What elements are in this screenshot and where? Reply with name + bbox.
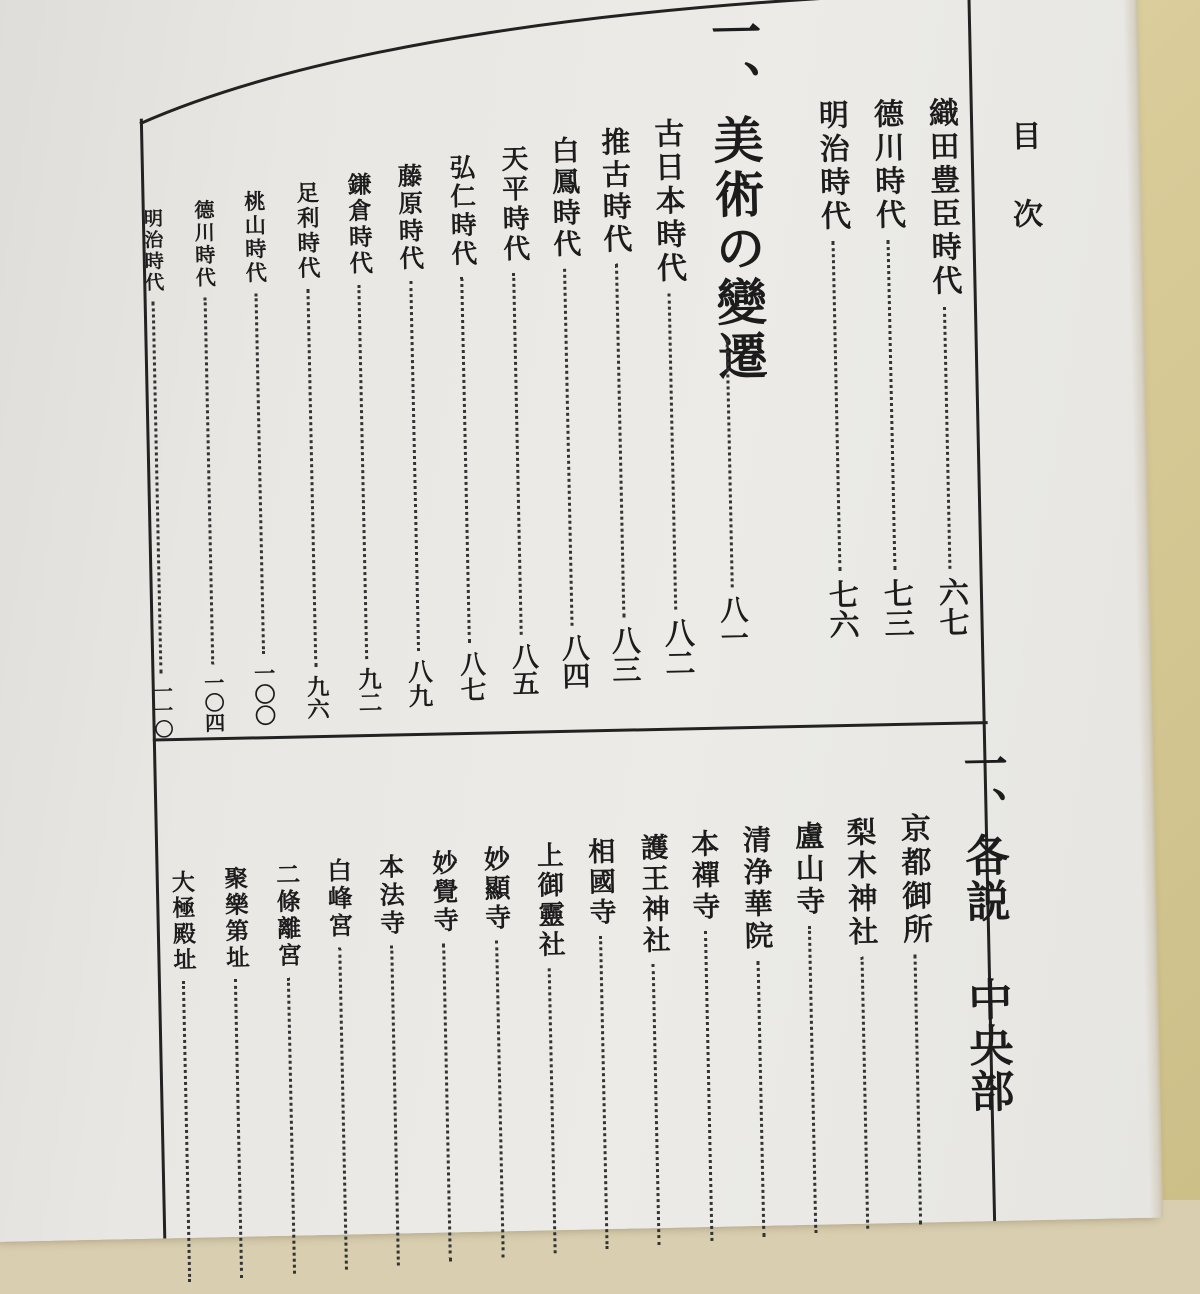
entry-title: 本法寺 (375, 853, 407, 938)
toc-entry (377, 853, 411, 1273)
dot-leader (338, 948, 348, 1270)
entry-title: 明治時代 (140, 208, 165, 294)
entry-title: 織田豊臣時代 (922, 96, 962, 299)
dot-leader (234, 979, 243, 1278)
toc-entry (790, 820, 831, 1242)
toc-entry (842, 816, 883, 1237)
entry-title: 藤原時代 (394, 162, 426, 274)
dot-leader (703, 931, 712, 1241)
entry-title: 相國寺 (582, 836, 616, 929)
entry-title: 天平時代 (496, 144, 530, 265)
dot-leader (615, 264, 625, 618)
entry-page-number: 九六 (302, 675, 330, 721)
toc-entry (241, 190, 278, 727)
entry-title: 大極殿址 (167, 869, 197, 974)
entry-title: 推古時代 (597, 126, 634, 257)
entry-title: 德川時代 (867, 97, 906, 233)
entry-page-number: 八三 (607, 625, 643, 684)
entry-page-number: 八四 (556, 633, 591, 691)
toc-entry (922, 96, 969, 638)
toc-entry (533, 841, 568, 1261)
toc-entry (812, 98, 859, 640)
entry-title: 清浄華院 (738, 824, 775, 953)
dot-leader (547, 968, 556, 1253)
toc-entry (429, 849, 463, 1269)
toc-entry (582, 836, 621, 1257)
entry-page-number: 八五 (506, 642, 539, 697)
dot-leader (306, 289, 317, 667)
page-heading: 目次 (1005, 119, 1044, 277)
dot-leader (942, 306, 950, 568)
section1-heading: 一、美術の變遷 (702, 5, 770, 385)
entry-page-number: 一〇四 (200, 671, 226, 733)
section1-heading-page: 八一 (715, 595, 751, 652)
toc-entry (190, 199, 226, 733)
dot-leader (563, 268, 573, 626)
entry-title: 本禪寺 (686, 828, 722, 924)
toc-entry (738, 824, 778, 1246)
dot-leader (182, 981, 191, 1282)
toc-entry (142, 208, 172, 738)
section-divider-rule (153, 721, 988, 741)
toc-entry (481, 845, 516, 1265)
toc-entry (496, 144, 539, 697)
entry-title: 妙覺寺 (427, 849, 460, 936)
entry-title: 護王神社 (635, 832, 670, 957)
entry-title: 白峰宮 (323, 857, 355, 941)
entry-title: 妙顯寺 (479, 845, 511, 934)
entry-title: 桃山時代 (241, 190, 269, 286)
dot-leader (886, 240, 896, 570)
toc-entry (686, 828, 726, 1249)
toc-entry (445, 153, 487, 703)
entry-title: 上御靈社 (531, 840, 566, 961)
toc-entry (597, 126, 643, 684)
dot-leader (725, 339, 733, 587)
entry-page-number: 七三 (877, 577, 914, 639)
dot-leader (861, 957, 870, 1229)
toc-entry (221, 866, 253, 1286)
dot-leader (358, 285, 369, 659)
entry-title: 盧山寺 (790, 820, 827, 919)
entry-title: 足利時代 (292, 180, 321, 282)
toc-entry (546, 135, 591, 691)
dot-leader (512, 272, 523, 634)
dot-leader (652, 964, 661, 1245)
entry-title: 弘仁時代 (445, 153, 478, 269)
dot-leader (442, 943, 452, 1261)
entry-page-number: 八二 (658, 617, 695, 678)
toc-entry (343, 171, 383, 715)
entry-page-number: 八九 (404, 658, 435, 709)
dot-leader (255, 293, 266, 654)
entry-page-number: 七六 (822, 578, 859, 640)
toc-entry (637, 833, 673, 1253)
entry-page-number: 一〇〇 (251, 662, 278, 727)
dot-leader (667, 294, 677, 610)
section2-heading: 一、各説 中央部 (955, 740, 1014, 1115)
dot-leader (152, 302, 163, 674)
toc-entry (273, 862, 306, 1282)
dot-leader (599, 936, 609, 1249)
dot-leader (831, 242, 841, 572)
entry-title: 聚樂第址 (219, 865, 251, 972)
entry-title: 京都御所 (894, 812, 933, 948)
toc-entry (894, 812, 936, 1233)
entry-page-number: 六七 (932, 576, 969, 638)
dot-leader (756, 961, 765, 1237)
dot-leader (390, 946, 400, 1266)
entry-page-number: 九二 (353, 666, 383, 715)
entry-title: 二條離宮 (271, 861, 303, 970)
entry-title: 梨木神社 (842, 816, 880, 950)
entry-title: 古日本時代 (647, 117, 687, 287)
entry-title: 明治時代 (812, 98, 851, 234)
dot-leader (409, 281, 420, 651)
toc-entry (294, 181, 328, 720)
entry-title: 鎌倉時代 (343, 171, 374, 278)
toc-entry (394, 162, 435, 709)
toc-entry (647, 117, 695, 678)
toc-entry (167, 869, 202, 1290)
entry-page-number: 一一〇 (150, 681, 174, 739)
dot-leader (461, 277, 472, 643)
entry-title: 白鳳時代 (546, 135, 582, 261)
toc-entry (867, 97, 914, 639)
dot-leader (913, 955, 922, 1225)
entry-page-number: 八七 (455, 650, 487, 703)
dot-leader (495, 941, 505, 1258)
dot-leader (203, 297, 214, 664)
dot-leader (286, 977, 295, 1273)
entry-title: 德川時代 (190, 199, 217, 290)
toc-entry (325, 857, 358, 1277)
dot-leader (808, 926, 817, 1233)
